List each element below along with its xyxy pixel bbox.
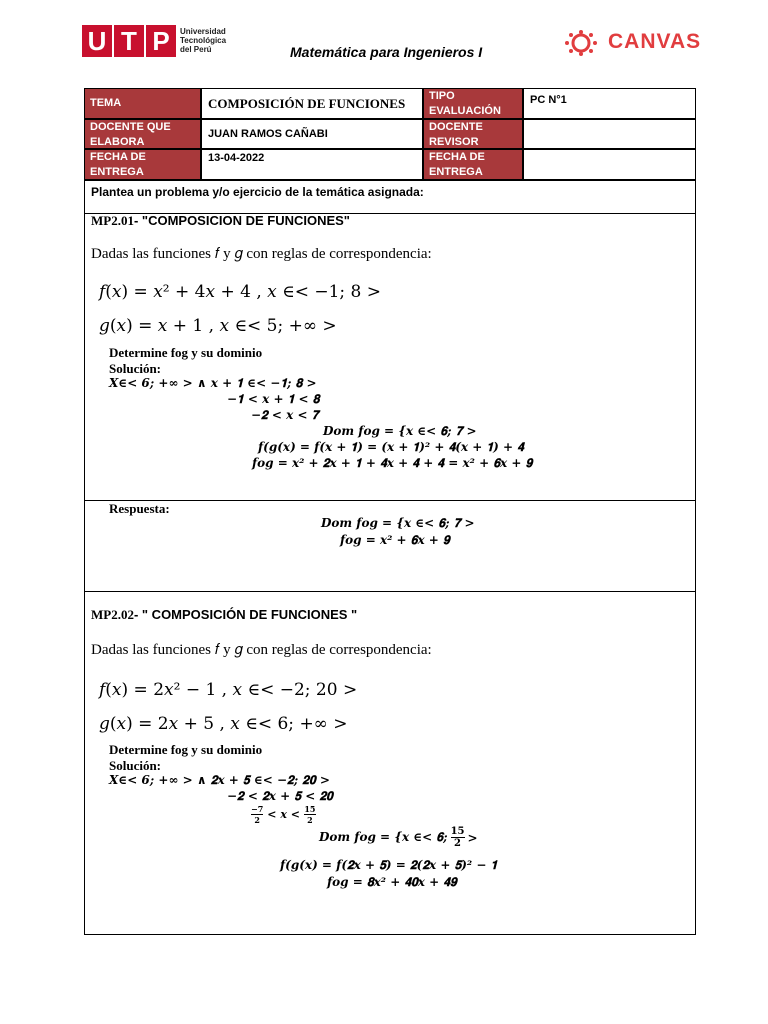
- revisor-label: DOCENTE REVISOR: [423, 119, 523, 149]
- domain-fraction: 15 2: [450, 826, 465, 849]
- problem-2-step-composition: 𝒇(𝒈(𝒙) = 𝒇(𝟐𝒙 + 𝟓) = 𝟐(𝟐𝒙 + 𝟓)² − 𝟏: [280, 858, 498, 872]
- problem-2-g-definition: 𝑔(𝑥) = 2𝑥 + 5 , 𝑥 ∈< 6; +∞ >: [99, 714, 348, 734]
- problem-2-step-result: 𝒇𝒐𝒈 = 𝟖𝒙² + 𝟒𝟎𝒙 + 𝟒𝟗: [327, 875, 457, 889]
- tipo-evaluacion-label: TIPO EVALUACIÓN: [423, 88, 523, 119]
- problem-1-step-5: 𝒇(𝒈(𝒙) = 𝒇(𝒙 + 𝟏) = (𝒙 + 𝟏)² + 𝟒(𝒙 + 𝟏) + 𝟒: [258, 440, 524, 454]
- problem-1-section: [84, 213, 696, 501]
- problem-2-solution-label: Solución:: [109, 758, 162, 773]
- fraction-right: 15 2: [304, 804, 316, 825]
- fecha-entrega-label: FECHA DE ENTREGA: [84, 149, 201, 180]
- problem-2-step-1: X∈< 6; +∞ > ∧ 𝟐𝒙 + 𝟓 ∈< −𝟐; 𝟐𝟎 >: [109, 773, 330, 787]
- problem-1-f-definition: 𝑓(𝑥) = 𝑥² + 4𝑥 + 4 , 𝑥 ∈< −1; 8 >: [99, 282, 382, 302]
- fraction-left: −7 2: [251, 804, 264, 825]
- utp-logo-u: U: [82, 25, 112, 57]
- tema-label: TEMA: [84, 88, 201, 119]
- problem-1-answer-label: Respuesta:: [109, 501, 170, 516]
- problem-2-domain: 𝑫𝒐𝒎 𝒇𝒐𝒈 = {𝒙 ∈< 𝟔; 15 2 >: [319, 826, 478, 849]
- canvas-wordmark: CANVAS: [608, 30, 702, 53]
- tipo-evaluacion-value: PC N°1: [523, 88, 696, 119]
- docente-label: DOCENTE QUE ELABORA: [84, 119, 201, 149]
- problem-1-step-1: X∈< 6; +∞ > ∧ 𝒙 + 𝟏 ∈< −𝟏; 𝟖 >: [109, 376, 317, 390]
- tema-value: COMPOSICIÓN DE FUNCIONES: [201, 88, 423, 119]
- docente-value: JUAN RAMOS CAÑABI: [201, 119, 423, 149]
- problem-1-step-3: −𝟐 < 𝒙 < 𝟕: [251, 408, 319, 422]
- revisor-value: [523, 119, 696, 149]
- problem-1-g-definition: 𝑔(𝑥) = 𝑥 + 1 , 𝑥 ∈< 5; +∞ >: [99, 316, 337, 336]
- canvas-logo-icon: [562, 30, 600, 56]
- problem-1-answer-function: 𝒇𝒐𝒈 = 𝒙² + 𝟔𝒙 + 𝟗: [340, 533, 450, 547]
- problem-1-solution-label: Solución:: [109, 361, 162, 376]
- problem-2-step-2: −𝟐 < 𝟐𝒙 + 𝟓 < 𝟐𝟎: [227, 789, 333, 803]
- university-name: Universidad Tecnológica del Perú: [180, 27, 227, 54]
- utp-logo-t: T: [114, 25, 144, 57]
- problem-2-f-definition: 𝑓(𝑥) = 2𝑥² − 1 , 𝑥 ∈< −2; 20 >: [99, 680, 358, 700]
- prompt-row: [84, 180, 696, 214]
- problem-2-task: Determine fog y su dominio: [109, 742, 263, 757]
- prompt-text: Plantea un problema y/o ejercicio de la temática asignada:: [91, 185, 424, 199]
- problem-2-section: [84, 591, 696, 935]
- problem-1-answer-domain: 𝑫𝒐𝒎 𝒇𝒐𝒈 = {𝒙 ∈< 𝟔; 𝟕 >: [321, 516, 475, 530]
- problem-2-fraction-inequality: −7 2 < 𝒙 < 15 2: [251, 804, 316, 825]
- utp-logo-p: P: [146, 25, 176, 57]
- problem-2-title: MP2.02- " COMPOSICIÓN DE FUNCIONES ": [91, 607, 358, 622]
- problem-1-step-6: 𝒇𝒐𝒈 = 𝒙² + 𝟐𝒙 + 𝟏 + 𝟒𝒙 + 𝟒 + 𝟒 = 𝒙² + 𝟔𝒙 + 𝟗: [252, 456, 533, 470]
- problem-1-answer-section: [84, 500, 696, 592]
- course-title: Matemática para Ingenieros I: [290, 44, 483, 60]
- problem-1-task: Determine fog y su dominio: [109, 345, 263, 360]
- fecha-entrega-final-label: FECHA DE ENTREGA FINAL: [423, 149, 523, 180]
- problem-1-step-2: −𝟏 < 𝒙 + 𝟏 < 𝟖: [227, 392, 320, 406]
- problem-1-intro: Dadas las funciones 𝑓 y 𝑔 con reglas de correspondencia:: [91, 246, 432, 262]
- problem-1-step-4: 𝑫𝒐𝒎 𝒇𝒐𝒈 = {𝒙 ∈< 𝟔; 𝟕 >: [323, 424, 477, 438]
- fecha-entrega-final-value: [523, 149, 696, 180]
- problem-1-title: MP2.01- "COMPOSICION DE FUNCIONES": [91, 213, 350, 228]
- fecha-entrega-value: 13-04-2022: [201, 149, 423, 180]
- problem-2-intro: Dadas las funciones 𝑓 y 𝑔 con reglas de correspondencia:: [91, 642, 432, 658]
